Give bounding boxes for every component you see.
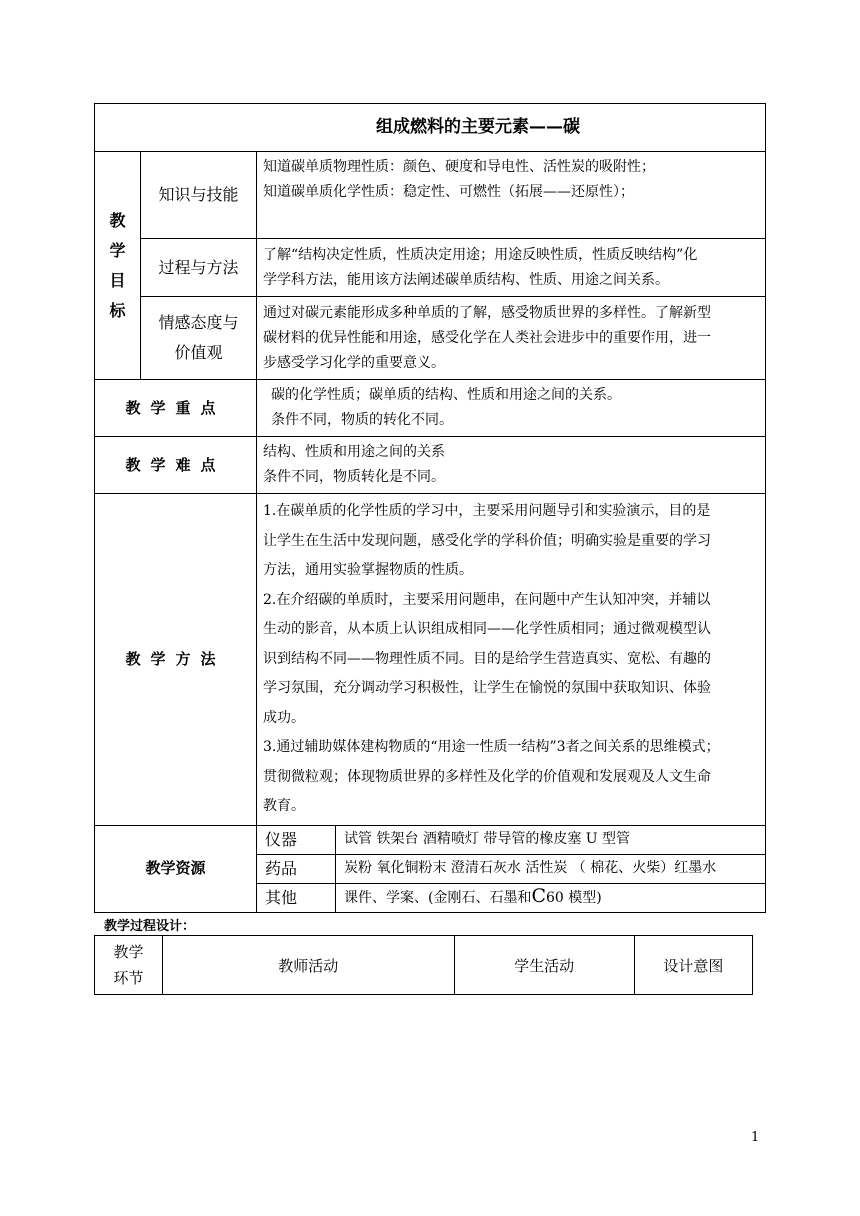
header-line: 教学 [113,943,144,961]
methods-row [95,494,766,826]
resources-instruments-row [95,825,766,854]
emotion-values-content [257,297,766,380]
content-line: 让学生在生活中发现问题，感受化学的学科价值；明确实验是重要的学习 [263,532,711,549]
others-label: 其他 [257,883,336,912]
content-line: 教育。 [263,798,305,814]
others-value-prefix: 课件、学案、(金刚石、石墨和 [344,890,532,906]
goal-process-row [95,239,766,297]
content-line: 1.在碳单质的化学性质的学习中，主要采用问题导引和实验演示，目的是 [263,503,711,519]
key-points-label: 教学重点 [95,380,257,437]
content-line: 结构、性质和用途之间的关系 [263,444,445,460]
difficulties-row [95,437,766,494]
content-line: 步感受学习化学的重要意义。 [263,354,445,371]
goal-knowledge-row [95,152,766,239]
process-methods-label: 过程与方法 [141,239,257,297]
others-value [336,883,766,912]
emotion-values-label [141,297,257,380]
goal-label-char: 学 [109,240,126,260]
goal-label-char: 目 [109,270,126,290]
key-points-content [257,380,766,437]
content-line: 知道碳单质物理性质：颜色、硬度和导电性、活性炭的吸附性； [263,159,655,175]
difficulties-content [257,437,766,494]
reagents-value: 炭粉 氧化铜粉末 澄清石灰水 活性炭 （ 棉花、火柴）红墨水 [336,854,766,883]
content-line: 条件不同，物质的转化不同。 [271,412,453,428]
student-activity-header: 学生活动 [454,936,634,995]
label-line: 情感态度与 [158,313,239,332]
title-row [95,104,766,152]
difficulties-label: 教学难点 [95,437,257,494]
label-line: 价值观 [174,343,223,362]
content-line: 知道碳单质化学性质：稳定性、可燃性（拓展——还原性）； [263,184,634,200]
content-line: 通过对碳元素能形成多种单质的了解，感受物质世界的多样性。了解新型 [263,304,711,321]
goal-label-char: 标 [109,300,126,320]
knowledge-skills-label: 知识与技能 [141,152,257,239]
content-line: 贯彻微粒观；体现物质世界的多样性及化学的价值观和发展观及人文生命 [263,768,711,785]
process-design-caption: 教学过程设计： [104,919,196,934]
content-line: 成功。 [263,709,305,726]
content-line: 2.在介绍碳的单质时，主要采用问题串，在问题中产生认知冲突，并辅以 [263,591,711,608]
goal-label-char: 教 [109,210,126,230]
design-intent-header: 设计意图 [634,936,752,995]
content-line: 识到结构不同——物理性质不同。目的是给学生营造真实、宽松、有趣的 [263,650,711,667]
content-line: 学学科方法，能用该方法阐述碳单质结构、性质、用途之间关系。 [263,271,669,288]
content-line: 了解“结构决定性质，性质决定用途；用途反映性质，性质反映结构”化 [263,246,698,263]
content-line: 碳的化学性质；碳单质的结构、性质和用途之间的关系。 [271,387,621,403]
reagents-label: 药品 [257,854,336,883]
methods-content [257,494,766,826]
resources-label: 教学资源 [95,825,257,912]
document-title-cell [95,104,766,152]
content-line: 条件不同，物质转化是不同。 [263,469,445,485]
knowledge-skills-content [257,152,766,239]
content-line: 碳材料的优异性能和用途，感受化学在人类社会进步中的重要作用，进一 [263,329,711,346]
stage-header [95,936,163,995]
goal-emotion-row [95,297,766,380]
lesson-plan-table [94,103,766,913]
content-line: 学习氛围，充分调动学习积极性，让学生在愉悦的氛围中获取知识、体验 [263,680,711,696]
process-methods-content [257,239,766,297]
process-design-table [94,935,753,995]
content-line: 方法，通用实验掌握物质的性质。 [263,562,473,578]
others-value-c: C [531,885,547,907]
others-value-suffix: 60 模型) [546,890,602,906]
instruments-value: 试管 铁架台 酒精喷灯 带导管的橡皮塞 U 型管 [336,825,766,854]
teacher-activity-header: 教师活动 [163,936,454,995]
page-number: 1 [751,1130,760,1145]
content-line: 3.通过辅助媒体建构物质的“用途一性质一结构”3者之间关系的思维模式； [263,739,720,755]
teaching-goals-label [95,152,141,380]
content-line: 生动的影音，从本质上认识组成相同——化学性质相同；通过微观模型认 [263,621,711,637]
key-points-row [95,380,766,437]
document-title: 组成燃料的主要元素——碳 [376,117,580,137]
methods-label: 教学方法 [95,494,257,826]
header-line: 环节 [113,969,144,987]
instruments-label: 仪器 [257,825,336,854]
process-header-row [95,936,753,995]
